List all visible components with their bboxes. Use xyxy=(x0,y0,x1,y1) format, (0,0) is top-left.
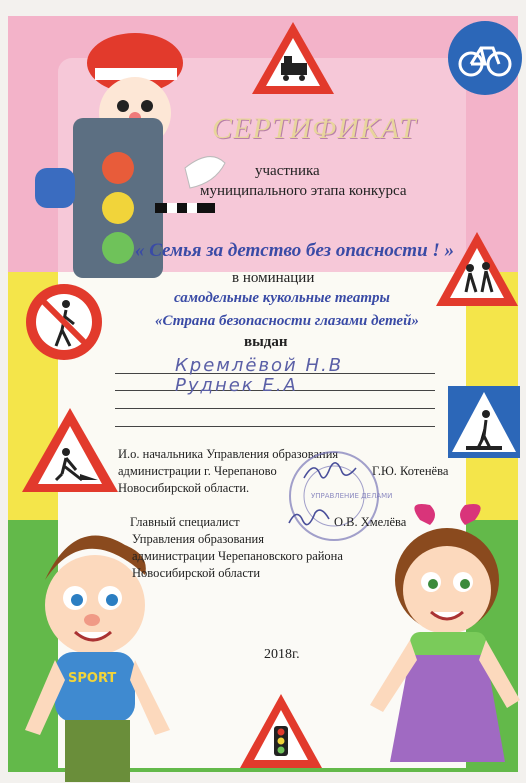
svg-text:SPORT: SPORT xyxy=(68,671,117,686)
signatory-2-title-line-2: Управления образования xyxy=(132,532,264,546)
signature-2-icon xyxy=(285,505,335,531)
subtitle-line-2: муниципального этапа конкурса xyxy=(200,183,407,199)
signatory-2-title-line-3: администрации Черепановского района xyxy=(132,549,343,563)
subtitle-line-1: участника xyxy=(255,163,320,179)
signatory-2-title-line-4: Новосибирской области xyxy=(132,566,261,580)
train-crossing-sign-icon xyxy=(248,18,338,98)
nomination-label: в номинации xyxy=(232,270,315,286)
no-pedestrians-sign-icon xyxy=(22,280,106,364)
nomination-line-2: «Страна безопасности глазами детей» xyxy=(155,313,419,329)
recipient-line xyxy=(115,408,435,409)
signature-1-icon xyxy=(300,458,360,488)
recipient-name: Руднек Е.А xyxy=(175,375,298,396)
signatory-2-title-line-1: Главный специалист xyxy=(130,515,240,529)
contest-name: « Семья за детство без опасности ! » xyxy=(135,240,455,261)
girl-cartoon-icon xyxy=(365,500,525,780)
certificate-year: 2018г. xyxy=(264,647,300,662)
stamp-text: УПРАВЛЕНИЕ ДЕЛАМИ xyxy=(311,492,393,500)
certificate-title: СЕРТИФИКАТ xyxy=(212,112,417,145)
pedestrian-crossing-sign-icon xyxy=(446,384,522,460)
road-works-sign-icon xyxy=(18,404,122,496)
signatory-2-name: О.В. Хмелёва xyxy=(334,515,407,529)
recipient-line xyxy=(115,426,435,427)
signatory-1-title-line-1: И.о. начальника Управления образования xyxy=(118,447,339,461)
signatory-1-title-line-3: Новосибирской области. xyxy=(118,481,250,495)
signatory-1-title-line-2: администрации г. Черепаново xyxy=(118,464,277,478)
issued-label: выдан xyxy=(244,334,288,350)
nomination-line-1: самодельные кукольные театры xyxy=(174,290,390,306)
recipient-name: Кремлёвой Н.В xyxy=(175,355,344,376)
bicycle-sign-icon xyxy=(445,18,525,98)
signatory-1-name: Г.Ю. Котенёва xyxy=(372,464,449,478)
traffic-light-mascot-icon xyxy=(25,18,235,278)
traffic-light-sign-icon xyxy=(236,690,326,772)
